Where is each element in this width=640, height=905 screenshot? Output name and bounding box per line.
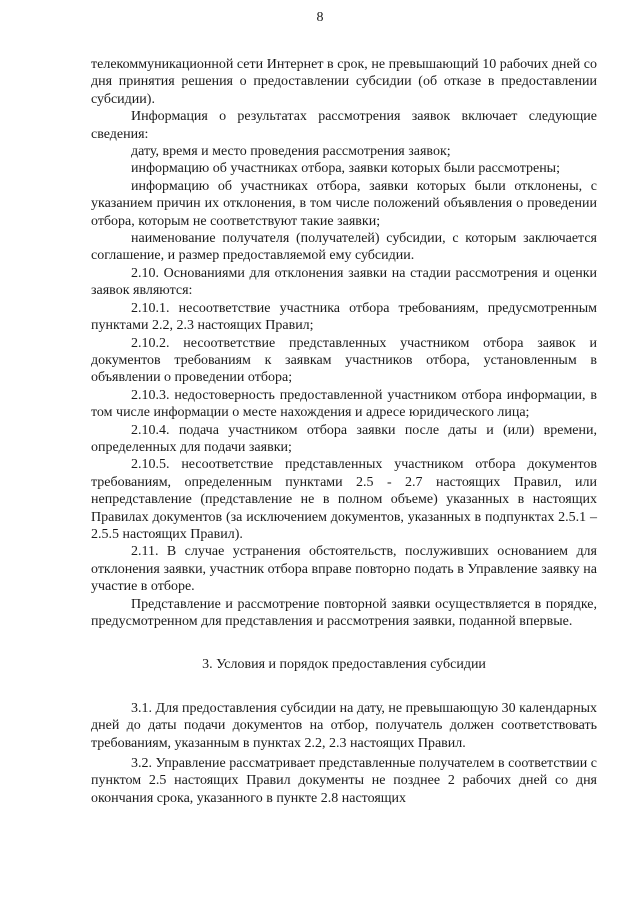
clause-2-10-3: 2.10.3. недостоверность предоставленной участником отбора информации, в том числе информации о месте нахождения и адресе юридического лица; <box>91 387 597 421</box>
list-item: информацию об участниках отбора, заявки которых были отклонены, с указанием причин их отклонения, в том числе положений объявления о проведении отбора, которым не соответствуют такие заявки; <box>91 178 597 229</box>
section-heading: 3. Условия и порядок предоставления субсидии <box>202 657 486 673</box>
page-body <box>91 56 597 807</box>
page-number: 8 <box>316 10 324 25</box>
clause-2-10-2: 2.10.2. несоответствие представленных участником отбора заявок и документов требованиям к заявкам участников отбора, установленным в объявлении о проведении отбора; <box>91 335 597 386</box>
paragraph: Информация о результатах рассмотрения заявок включает следующие сведения: <box>91 109 597 142</box>
clause-2-10: 2.10. Основаниями для отклонения заявки на стадии рассмотрения и оценки заявок являются: <box>91 265 597 299</box>
clause-3-1: 3.1. Для предоставления субсидии на дату, не превышающую 30 календарных дней до даты подачи документов на отбор, получатель должен соответствовать требованиям, указанным в пунктах 2.2, 2.3 настоящих Правил. <box>91 700 597 751</box>
list-item: дату, время и место проведения рассмотрения заявок; <box>131 144 451 160</box>
paragraph: Представление и рассмотрение повторной заявки осуществляется в порядке, предусмотренном для представления и рассмотрения заявки, поданной впервые. <box>91 596 597 629</box>
clause-2-10-5: 2.10.5. несоответствие представленных участником отбора документов требованиям, определенным пунктами 2.5 - 2.7 настоящих Правил, или непредставление (представление не в полном объеме) указанных в настоящих Правилах документов (за исключением документов, указанных в подпунктах 2.5.1 – 2.5.5 настоящих Правил). <box>91 457 597 542</box>
list-item: наименование получателя (получателей) субсидии, с которым заключается соглашение, и размер предоставляемой ему субсидии. <box>91 231 597 264</box>
clause-2-10-1: 2.10.1. несоответствие участника отбора требованиям, предусмотренным пунктами 2.2, 2.3 настоящих Правил; <box>91 300 597 334</box>
clause-3-2: 3.2. Управление рассматривает представленные получателем в соответствии с пунктом 2.5 настоящих Правил документы не позднее 2 рабочих дней со дня окончания срока, указанного в пункте 2.8 настоящих <box>91 756 597 806</box>
clause-2-11: 2.11. В случае устранения обстоятельств, послуживших основанием для отклонения заявки, участник отбора вправе повторно подать в Управление заявку на участие в отборе. <box>91 544 597 595</box>
paragraph: телекоммуникационной сети Интернет в срок, не превышающий 10 рабочих дней со дня принятия решения о предоставлении субсидии (об отказе в предоставлении субсидии). <box>91 57 597 107</box>
clause-2-10-4: 2.10.4. подача участником отбора заявки после даты и (или) времени, определенных для подачи заявки; <box>91 422 597 455</box>
list-item: информацию об участниках отбора, заявки которых были рассмотрены; <box>131 161 560 177</box>
